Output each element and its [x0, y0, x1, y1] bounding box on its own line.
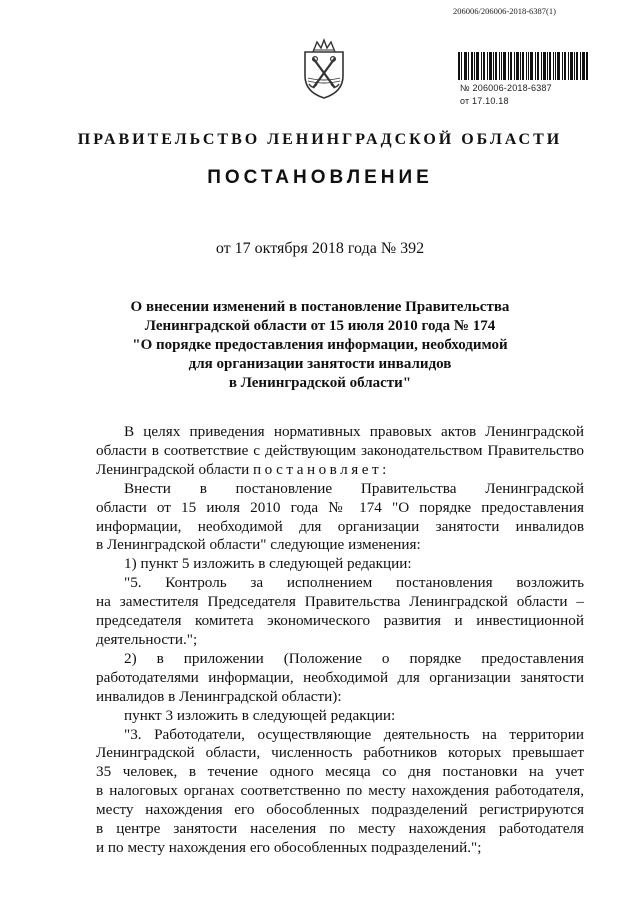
body-line: "3. Работодатели, осуществляющие деятельность на территории — [124, 725, 584, 743]
body-line: 35 человек, в течение одного месяца со дня постановки на учет — [96, 763, 584, 781]
subject-line: Ленинградской области от 15 июля 2010 года № 174 — [144, 318, 496, 334]
document-type: ПОСТАНОВЛЕНИЕ — [207, 167, 433, 188]
body-line: области в соответствие с действующим законодательством Правительство — [96, 441, 584, 459]
registration-date: от 17.10.18 — [460, 96, 509, 106]
subject-line: "О порядке предоставления информации, необходимой — [132, 337, 508, 353]
body-line: председателя комитета экономического развития и инвестиционной — [96, 612, 584, 630]
body-line: в центре занятости населения по месту нахождения работодателя — [96, 820, 584, 838]
body-line: информации, необходимой для организации занятости инвалидов — [96, 517, 584, 535]
body-line: деятельности."; — [96, 630, 198, 648]
body-line: области от 15 июля 2010 года № 174 "О порядке предоставления — [96, 498, 584, 516]
body-line: пункт 3 изложить в следующей редакции: — [124, 706, 396, 724]
body-line: 1) пункт 5 изложить в следующей редакции: — [124, 555, 412, 573]
body-line: Внести в постановление Правительства Ленинградской — [124, 479, 584, 497]
body-line: в Ленинградской области" следующие изменения: — [96, 536, 421, 554]
body-line — [96, 461, 584, 480]
body-line: Ленинградской области, численность работников которых превышает — [96, 744, 584, 762]
body-line: месту нахождения его обособленных подразделений регистрируются — [96, 801, 584, 819]
body-line: работодателями информации, необходимой для организации занятости — [96, 668, 584, 686]
document-date-number: от 17 октября 2018 года № 392 — [215, 240, 425, 257]
subject-line: для организации занятости инвалидов — [188, 356, 452, 372]
body-line: в налоговых органах соответственно по месту нахождения работодателя, — [96, 782, 584, 800]
coat-of-arms-icon — [299, 38, 349, 100]
body-line: и по месту нахождения его обособленных подразделений."; — [96, 838, 482, 856]
body-line: инвалидов в Ленинградской области): — [96, 687, 342, 705]
body-line: В целях приведения нормативных правовых актов Ленинградской — [124, 423, 584, 440]
barcode-icon — [458, 52, 588, 80]
body-line: на заместителя Председателя Правительства Ленинградской области – — [96, 593, 584, 611]
body-line: 2) в приложении (Положение о порядке предоставления — [124, 649, 584, 667]
document-code: 206006/206006-2018-6387(1) — [453, 6, 556, 16]
government-title: ПРАВИТЕЛЬСТВО ЛЕНИНГРАДСКОЙ ОБЛАСТИ — [77, 131, 563, 148]
body-line: "5. Контроль за исполнением постановления возложить — [124, 574, 584, 592]
registration-number: № 206006-2018-6387 — [460, 83, 552, 93]
subject-line: О внесении изменений в постановление Правительства — [130, 299, 510, 315]
resolves-word: постановляет: — [253, 460, 390, 478]
subject-line: в Ленинградской области" — [228, 375, 412, 391]
body-text: Ленинградской области — [96, 460, 254, 478]
document-subject — [100, 298, 540, 393]
document-body — [96, 423, 584, 858]
